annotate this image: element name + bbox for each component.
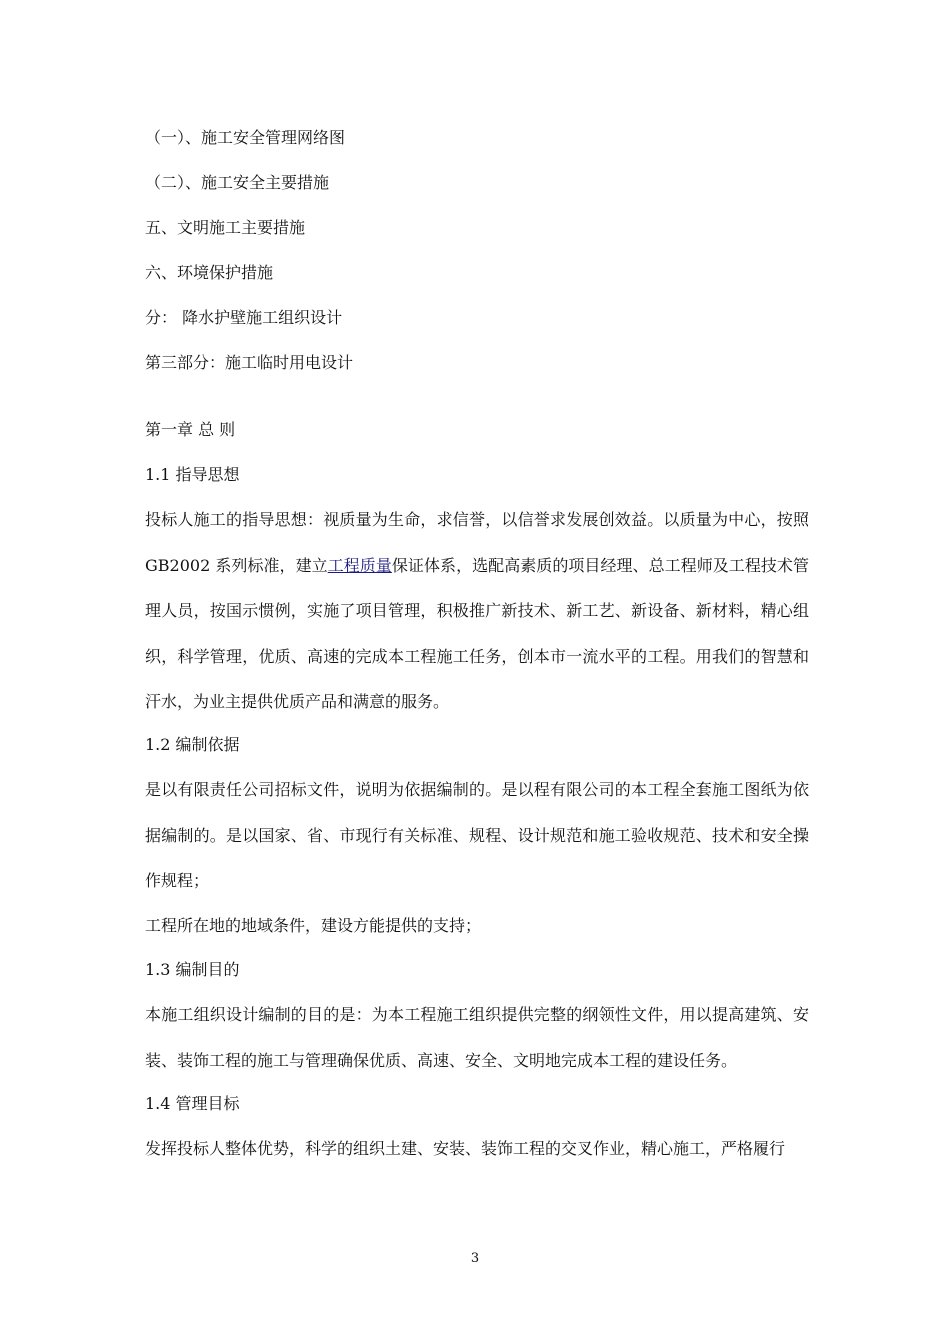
toc-item: 第三部分：施工临时用电设计 (145, 353, 354, 372)
section-1-3-paragraph: 本施工组织设计编制的目的是：为本工程施工组织提供完整的纲领性文件，用以提高建筑、安装、装饰工程的施工与管理确保优质、高速、安全、文明地完成本工程的建设任务。 (145, 1005, 809, 1070)
section-1-2-paragraph-2: 工程所在地的地域条件，建设方能提供的支持； (145, 916, 482, 935)
toc-item: 六、环境保护措施 (145, 263, 274, 282)
toc-item: （一）、施工安全管理网络图 (145, 128, 346, 147)
toc-item: （二）、施工安全主要措施 (145, 173, 330, 192)
page-number: 3 (470, 1251, 480, 1266)
section-1-1-paragraph (145, 497, 809, 725)
toc-item: 五、文明施工主要措施 (145, 218, 306, 237)
section-heading-1-2: 1.2 编制依据 (145, 735, 240, 754)
quality-link[interactable]: 工程质量 (327, 555, 392, 575)
chapter-title: 第一章 总 则 (145, 420, 236, 439)
paragraph-text: 投标人施工的指导思想：视质量为生命，求信誉，以信誉求发展创效益。以质量为中心，按照 GB2002 系列标准，建立 (145, 510, 809, 575)
section-heading-1-3: 1.3 编制目的 (145, 960, 240, 979)
toc-item: 分： 降水护壁施工组织设计 (145, 308, 343, 327)
section-1-2-paragraph: 是以有限责任公司招标文件，说明为依据编制的。是以程有限公司的本工程全套施工图纸为依据编制的。是以国家、省、市现行有关标准、规程、设计规范和施工验收规范、技术和安全操作规程； (145, 780, 809, 890)
section-heading-1-4: 1.4 管理目标 (145, 1094, 240, 1113)
section-heading-1-1: 1.1 指导思想 (145, 465, 240, 484)
paragraph-text: 保证体系，选配高素质的项目经理、总工程师及工程技术管理人员，按国示惯例，实施了项目管理，积极推广新技术、新工艺、新设备、新材料，精心组织，科学管理，优质、高速的完成本工程施工任务，创本市一流水平的工程。用我们的智慧和汗水，为业主提供优质产品和满意的服务。 (145, 555, 809, 711)
section-1-4-paragraph: 发挥投标人整体优势，科学的组织土建、安装、装饰工程的交叉作业，精心施工，严格履行 (145, 1139, 786, 1158)
